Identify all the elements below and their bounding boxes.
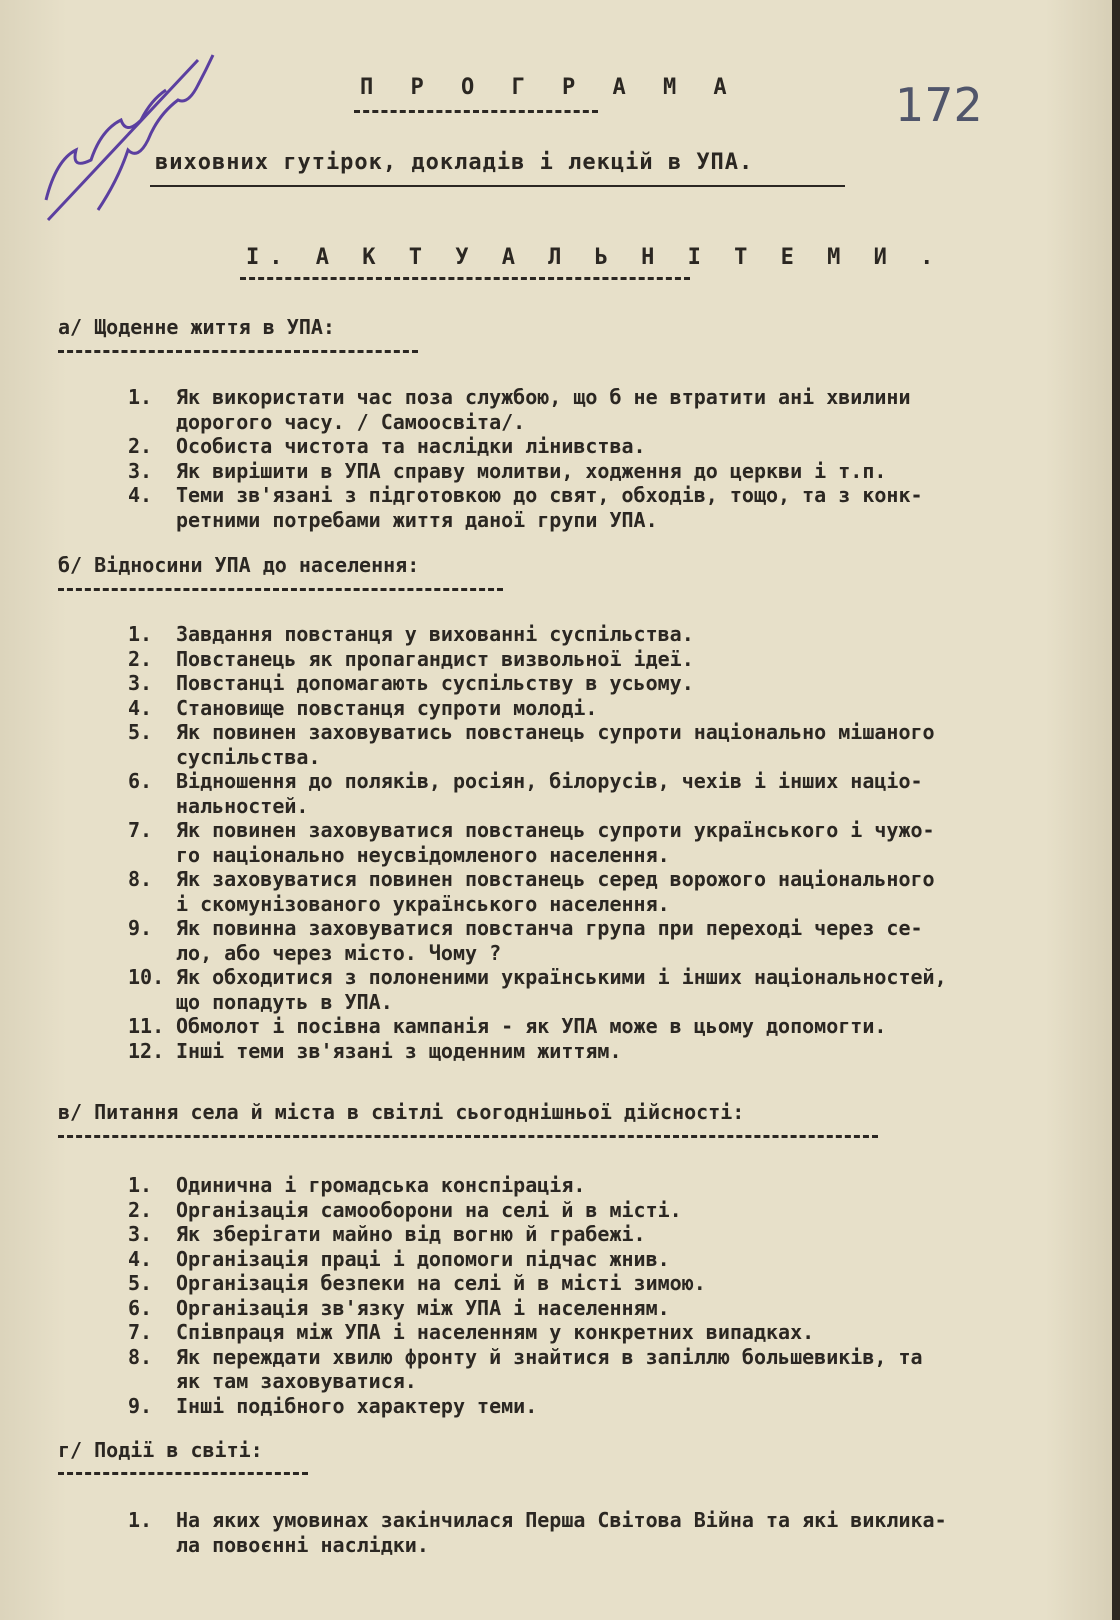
list-item: 4. Становище повстанця супроти молоді. — [128, 695, 598, 720]
list-item: 10. Як обходитися з полоненими українськими і інших національностей, що попадуть в УПА. — [128, 965, 947, 1014]
list-item: 4. Організація праці і допомоги підчас жнив. — [128, 1246, 670, 1271]
document-subtitle: виховних гутірок, докладів і лекцій в УПА. — [155, 150, 754, 175]
section-title-a: а/ Щоденне життя в УПА: — [58, 315, 335, 339]
list-item: 2. Особиста чистота та наслідки лінивства. — [128, 434, 646, 458]
list-item: 6. Відношення до поляків, росіян, білорусів, чехів і інших націо- нальностей. — [128, 769, 923, 818]
section-underline-a — [58, 350, 418, 353]
list-section-d — [128, 1508, 1088, 1557]
list-item: 7. Співпраця між УПА і населенням у конкретних випадках. — [128, 1320, 815, 1344]
section-underline-b — [58, 588, 503, 591]
list-item: 2. Організація самооборони на селі й в місті. — [128, 1197, 682, 1222]
section-title-d: г/ Події в світі: — [58, 1438, 263, 1462]
section-title-c: в/ Питання села й міста в світлі сьогоднішньої дійсності: — [58, 1100, 745, 1124]
section-underline-c — [58, 1135, 878, 1138]
list-item: 7. Як повинен заховуватися повстанець супроти українського і чужо- го національно неусвідомленого населення. — [128, 818, 935, 867]
list-item: 1. Завдання повстанця у вихованні суспільства. — [128, 622, 694, 646]
list-section-a — [128, 385, 1058, 532]
list-item: 11. Обмолот і посівна кампанія - як УПА може в цьому допомогти. — [128, 1014, 887, 1038]
document-title: П Р О Г Р А М А — [360, 75, 739, 100]
list-item: 5. Як повинен заховуватись повстанець супроти національно мішаного суспільства. — [128, 720, 935, 769]
list-item: 3. Повстанці допомагають суспільству в усьому. — [128, 671, 694, 695]
list-item: 4. Теми зв'язані з підготовкою до свят, обходів, тощо, та з конк- ретними потребами життя даної групи УПА. — [128, 483, 923, 532]
list-item: 12. Інші теми зв'язані з щоденним життям. — [128, 1038, 622, 1063]
list-item: 9. Інші подібного характеру теми. — [128, 1393, 538, 1418]
list-section-b — [128, 622, 1088, 1063]
heading-underline — [240, 277, 690, 280]
list-item: 9. Як повинна заховуватися повстанча група при переході через се- ло, або через місто. Чому ? — [128, 916, 923, 965]
list-item: 2. Повстанець як пропагандист визвольної ідеї. — [128, 646, 694, 671]
list-item: 8. Як заховуватися повинен повстанець серед ворожого національного і скомунізованого українського населення. — [128, 867, 935, 916]
section-heading: І. А К Т У А Л Ь Н І Т Е М И . — [246, 245, 944, 270]
handwritten-scribble-icon — [28, 30, 238, 240]
list-item: 3. Як вирішити в УПА справу молитви, ходження до церкви і т.п. — [128, 458, 887, 483]
list-item: 1. На яких умовинах закінчилася Перша Світова Війна та які виклика- ла повоєнні наслідки. — [128, 1508, 947, 1557]
handwritten-annotation — [28, 30, 238, 240]
section-title-b: б/ Відносини УПА до населення: — [58, 553, 420, 577]
title-underline — [354, 110, 598, 113]
list-item: 1. Як використати час поза службою, що б не втратити ані хвилини дорогого часу. / Самоосвіта/. — [128, 385, 911, 434]
list-item: 5. Організація безпеки на селі й в місті зимою. — [128, 1271, 706, 1295]
handwritten-page-number: 172 — [895, 78, 983, 132]
list-section-c — [128, 1173, 1088, 1418]
list-item: 1. Одинична і громадська конспірація. — [128, 1173, 586, 1197]
page-edge — [1112, 0, 1120, 1620]
list-item: 6. Організація зв'язку між УПА і населенням. — [128, 1295, 670, 1320]
list-item: 3. Як зберігати майно від вогню й грабежі. — [128, 1222, 646, 1246]
subtitle-underline — [150, 185, 845, 187]
section-underline-d — [58, 1472, 308, 1475]
list-item: 8. Як переждати хвилю фронту й знайтися в запіллю большевиків, та як там заховуватися. — [128, 1344, 923, 1393]
